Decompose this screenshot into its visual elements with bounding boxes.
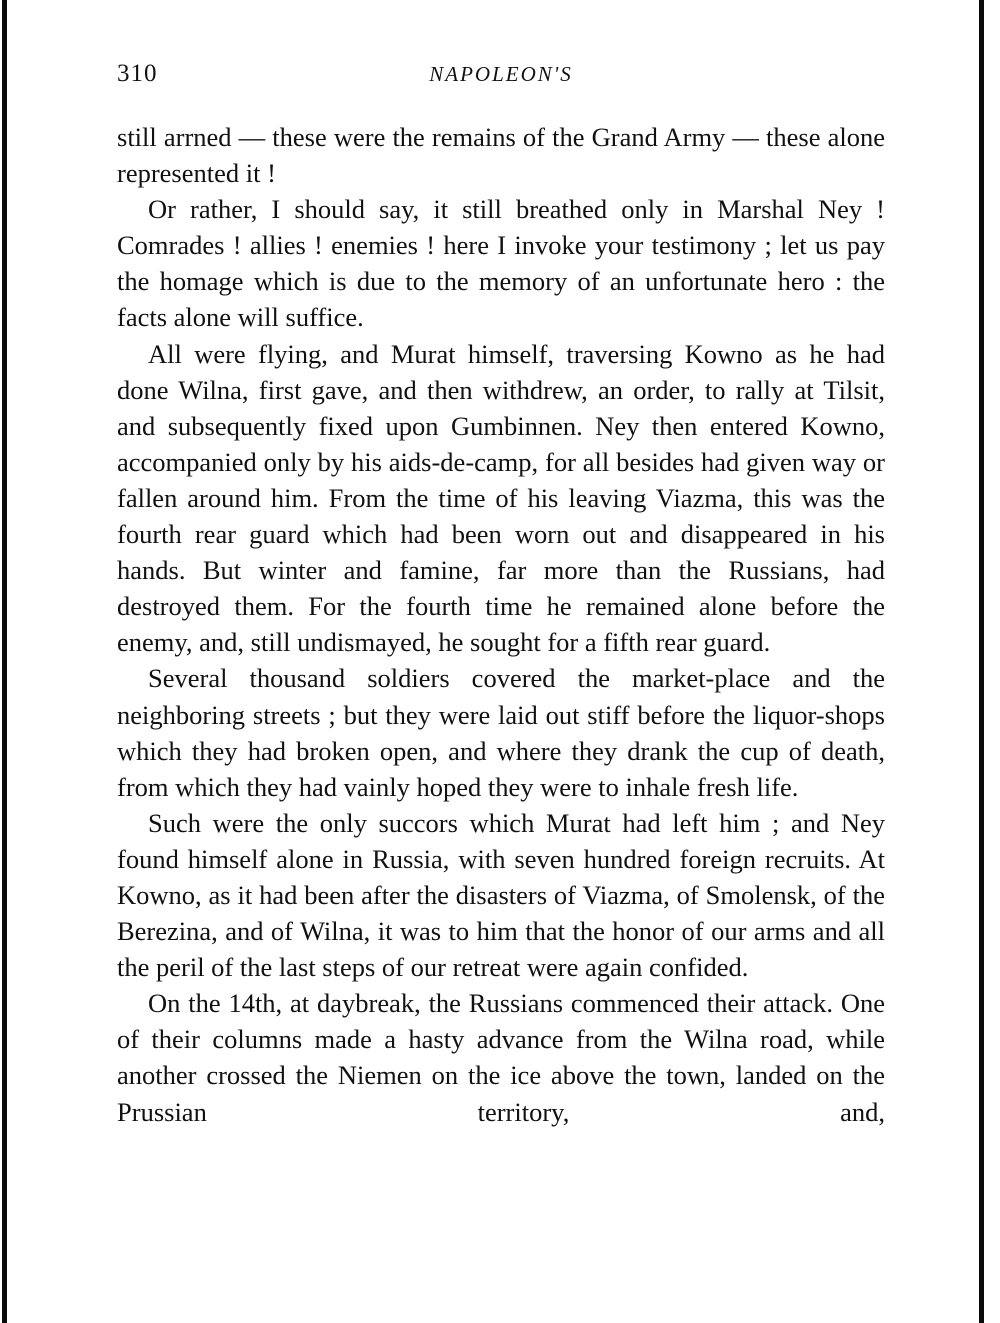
page-number: 310 (117, 60, 158, 87)
paragraph-6: On the 14th, at daybreak, the Russians commenced their attack. One of their columns made a hasty advance from the Wilna road, while another crossed the Niemen on the ice above the town, landed on the Prussian territory, and, (117, 988, 885, 1127)
book-spine-edge (2, 0, 7, 1323)
page-right-edge (979, 0, 984, 1323)
paragraph-2: Or rather, I should say, it still breathed only in Marshal Ney ! Comrades ! allies ! enemies ! here I invoke your testimony ; let us pay the homage which is due to the memory of an unfortunate hero : the facts alone will suffice. (117, 194, 885, 333)
paragraph-5: Such were the only succors which Murat had left him ; and Ney found himself alone in Russia, with seven hundred foreign recruits. At Kowno, as it had been after the disasters of Viazma, of Smolensk, of the Berezina, and of Wilna, it was to him that the honor of our arms and all the peril of the last steps of our retreat were again confided. (117, 807, 885, 983)
paragraph-1: still arrned — these were the remains of the Grand Army — these alone represented it ! (117, 122, 885, 189)
body-text (117, 119, 885, 1130)
paragraph-4: Several thousand soldiers covered the market-place and the neighboring streets ; but they were laid out stiff before the liquor-shops which they had broken open, and where they drank the cup of death, from which they had vainly hoped they were to inhale fresh life. (117, 663, 885, 802)
running-title: NAPOLEON'S (429, 62, 573, 86)
page-header (117, 60, 885, 92)
paragraph-3: All were flying, and Murat himself, traversing Kowno as he had done Wilna, first gave, and then withdrew, an order, to rally at Tilsit, and subsequently fixed upon Gumbinnen. Ney then entered Kowno, accompanied only by his aids-de-camp, for all besides had given way or fallen around him. From the time of his leaving Viazma, this was the fourth rear guard which had been worn out and disappeared in his hands. But winter and famine, far more than the Russians, had destroyed them. For the fourth time he remained alone before the enemy, and, still undismayed, he sought for a fifth rear guard. (117, 338, 885, 658)
